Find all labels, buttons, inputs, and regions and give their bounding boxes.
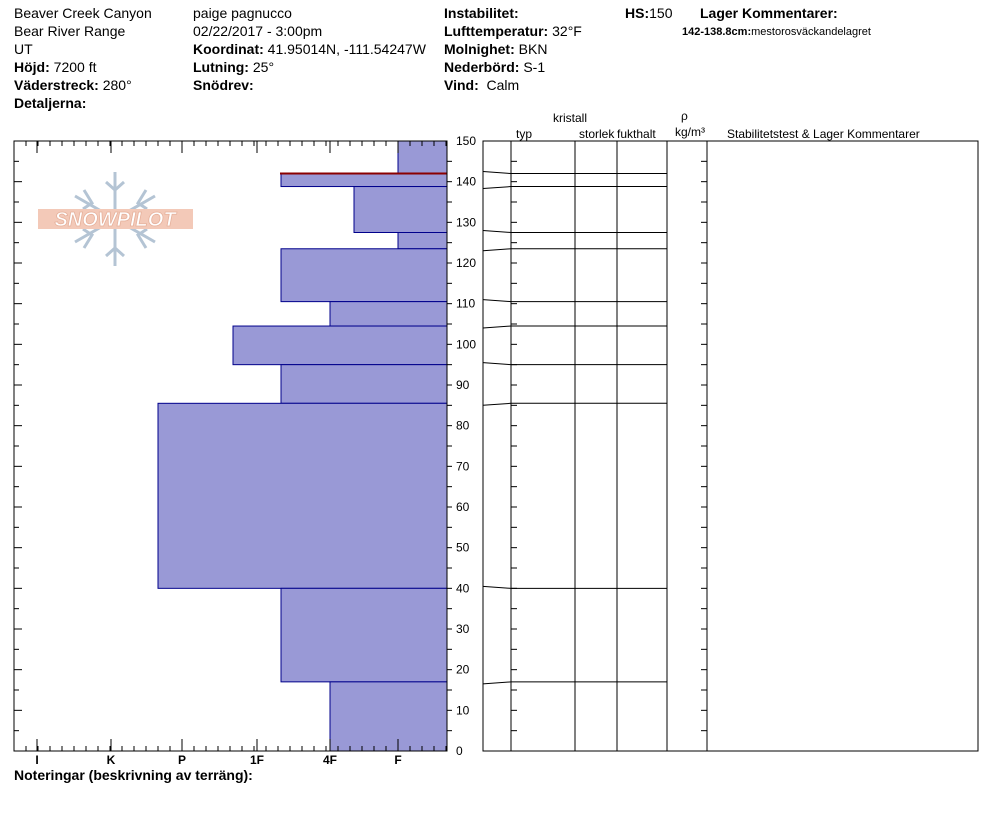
precip-label: Nederbörd: <box>444 59 520 75</box>
y-tick-label: 0 <box>456 744 463 758</box>
wind-loading-label: Snödrev: <box>193 77 254 93</box>
elevation-value: 7200 ft <box>53 59 97 75</box>
y-tick-label: 90 <box>456 378 470 392</box>
hardness-label-1f: 1F <box>249 753 265 767</box>
layer-bar-4 <box>398 233 447 249</box>
observer-name: paige pagnucco <box>193 5 292 21</box>
col-rho: ρ <box>681 109 688 123</box>
observation-datetime: 02/22/2017 - 3:00pm <box>193 23 323 39</box>
logo-text: SNOWPILOT <box>54 209 176 231</box>
details-label: Detaljerna: <box>14 95 87 111</box>
hardness-label-i: I <box>35 753 39 767</box>
layer-bar-7 <box>233 326 447 365</box>
y-tick-label: 120 <box>456 256 477 270</box>
layer-bar-11 <box>330 682 447 751</box>
aspect-label: Väderstreck: <box>14 77 99 93</box>
y-tick-label: 70 <box>456 459 470 474</box>
slope-label: Lutning: <box>193 59 249 75</box>
precip-value: S-1 <box>523 59 546 75</box>
y-tick-label: 50 <box>456 540 470 555</box>
slope-value: 25° <box>252 59 275 75</box>
wind-label: Vind: <box>444 77 479 93</box>
air-temp-label: Lufttemperatur: <box>444 23 549 39</box>
y-tick-label: 150 <box>456 134 477 148</box>
aspect-value: 280° <box>102 77 132 93</box>
layer-bar-3 <box>354 187 447 233</box>
state: UT <box>14 41 33 57</box>
coord-label: Koordinat: <box>193 41 264 57</box>
sky-label: Molnighet: <box>444 41 515 57</box>
y-tick-label: 80 <box>456 418 470 433</box>
y-tick-label: 10 <box>456 703 470 718</box>
hardness-label-p: P <box>177 753 187 767</box>
layer-bar-10 <box>281 588 447 682</box>
y-tick-label: 100 <box>456 337 477 352</box>
hardness-label-4f: 4F <box>322 753 338 767</box>
y-tick-label: 20 <box>456 662 470 677</box>
y-tick-label: 40 <box>456 581 470 596</box>
instability-label: Instabilitet: <box>444 5 519 21</box>
elevation-label: Höjd: <box>14 59 50 75</box>
col-moisture: fukthalt <box>617 127 656 141</box>
location-name: Beaver Creek Canyon <box>14 5 152 21</box>
layer-comments-title: Lager Kommentarer: <box>700 5 838 21</box>
notes-label: Noteringar (beskrivning av terräng): <box>14 767 253 783</box>
snowpilot-logo <box>38 172 193 266</box>
y-tick-label: 140 <box>456 174 477 189</box>
col-stability: Stabilitetstest & Lager Kommentarer <box>727 127 920 141</box>
sky-value: BKN <box>518 41 548 57</box>
mountain-range: Bear River Range <box>14 23 126 39</box>
layer-bar-6 <box>330 302 447 326</box>
hardness-label-k: K <box>106 753 116 767</box>
layer-bar-8 <box>281 365 447 404</box>
layer-bar-9 <box>158 403 447 588</box>
y-tick-label: 110 <box>456 296 476 311</box>
layer-comment-depth: 142-138.8cm: <box>682 26 752 38</box>
col-crystal: kristall <box>553 111 588 125</box>
hs-value: 150 <box>649 5 673 21</box>
hs-label: HS: <box>625 5 650 21</box>
col-density-unit: kg/m³ <box>675 125 705 139</box>
coord-value: 41.95014N, -111.54247W <box>267 41 426 57</box>
layer-comment-text: mestorosväckandelagret <box>751 26 871 38</box>
layer-bar-2 <box>281 174 447 187</box>
y-tick-label: 30 <box>456 622 470 636</box>
col-type: typ <box>516 127 533 141</box>
y-tick-label: 130 <box>456 215 477 230</box>
air-temp-value: 32°F <box>552 23 582 39</box>
layer-bar-5 <box>281 249 447 302</box>
wind-value: Calm <box>486 77 520 93</box>
hardness-label-f: F <box>394 753 402 767</box>
y-tick-label: 60 <box>456 500 470 514</box>
col-size: storlek <box>579 127 615 141</box>
